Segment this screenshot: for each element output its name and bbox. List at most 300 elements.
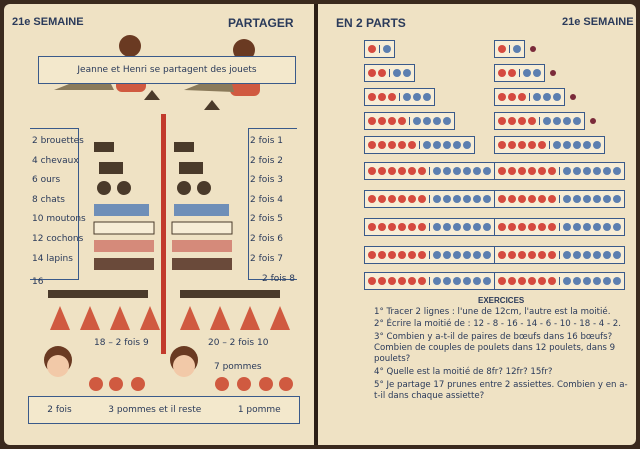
domino-box bbox=[494, 190, 625, 208]
domino-half bbox=[429, 223, 494, 231]
twenty-label: 20 – 2 fois 10 bbox=[208, 338, 269, 348]
dot bbox=[388, 251, 396, 259]
apples-count: 7 pommes bbox=[214, 362, 262, 372]
dot bbox=[383, 45, 391, 53]
dot bbox=[528, 167, 536, 175]
domino-half bbox=[365, 93, 399, 101]
domino-half bbox=[429, 167, 494, 175]
domino-half bbox=[365, 223, 429, 231]
dot bbox=[483, 277, 491, 285]
extra-dot bbox=[590, 118, 596, 124]
row16-split: 2 fois 8 bbox=[262, 274, 296, 284]
domino-box bbox=[364, 272, 495, 290]
row16-label: 16 bbox=[32, 277, 44, 287]
domino-half bbox=[495, 45, 509, 53]
domino-right bbox=[494, 136, 605, 154]
dot bbox=[378, 141, 386, 149]
dot bbox=[518, 251, 526, 259]
dot bbox=[603, 223, 611, 231]
dot bbox=[473, 223, 481, 231]
dot bbox=[518, 223, 526, 231]
extra-dot bbox=[530, 46, 536, 52]
dot bbox=[573, 167, 581, 175]
dot bbox=[473, 277, 481, 285]
item: 4 chevaux bbox=[32, 155, 79, 166]
domino-half bbox=[429, 277, 494, 285]
domino-half bbox=[559, 251, 624, 259]
dot bbox=[463, 167, 471, 175]
split: 2 fois 1 bbox=[250, 136, 284, 146]
dot bbox=[508, 251, 516, 259]
domino-left bbox=[364, 190, 495, 208]
domino-right bbox=[494, 218, 625, 236]
dot bbox=[398, 117, 406, 125]
domino-half bbox=[365, 141, 419, 149]
dot bbox=[613, 195, 621, 203]
dot bbox=[408, 251, 416, 259]
dot bbox=[553, 117, 561, 125]
page-title-left: PARTAGER bbox=[228, 16, 294, 30]
dot bbox=[548, 167, 556, 175]
dot bbox=[498, 117, 506, 125]
exercise-4: 4° Quelle est la moitié de 8fr? 12fr? 15fr? bbox=[374, 367, 553, 377]
domino-half bbox=[365, 117, 409, 125]
dot bbox=[543, 93, 551, 101]
dot bbox=[528, 251, 536, 259]
dot bbox=[483, 195, 491, 203]
domino-half bbox=[495, 167, 559, 175]
dot bbox=[378, 223, 386, 231]
dot bbox=[453, 195, 461, 203]
dot bbox=[593, 141, 601, 149]
dot bbox=[388, 223, 396, 231]
dot bbox=[518, 141, 526, 149]
dot bbox=[423, 93, 431, 101]
dot bbox=[528, 277, 536, 285]
bottom-part: 3 pommes et il reste bbox=[108, 405, 202, 415]
dot bbox=[573, 223, 581, 231]
dot bbox=[473, 195, 481, 203]
dot bbox=[443, 251, 451, 259]
dot bbox=[388, 141, 396, 149]
dot bbox=[368, 117, 376, 125]
dot bbox=[573, 117, 581, 125]
split: 2 fois 4 bbox=[250, 194, 284, 205]
dot bbox=[443, 223, 451, 231]
dot bbox=[368, 69, 376, 77]
dot bbox=[593, 277, 601, 285]
extra-dot bbox=[570, 94, 576, 100]
domino-right bbox=[494, 112, 596, 130]
dot bbox=[583, 195, 591, 203]
domino-half bbox=[495, 251, 559, 259]
dot bbox=[508, 277, 516, 285]
dot bbox=[563, 223, 571, 231]
dot bbox=[518, 117, 526, 125]
dot bbox=[453, 277, 461, 285]
dot bbox=[583, 167, 591, 175]
dot bbox=[573, 141, 581, 149]
dot bbox=[368, 141, 376, 149]
dot bbox=[403, 93, 411, 101]
domino-left bbox=[364, 64, 415, 82]
item: 6 ours bbox=[32, 175, 61, 186]
dot bbox=[433, 195, 441, 203]
dot bbox=[498, 277, 506, 285]
dot bbox=[408, 141, 416, 149]
dot bbox=[583, 251, 591, 259]
dot bbox=[548, 251, 556, 259]
dot bbox=[408, 223, 416, 231]
domino-box bbox=[494, 246, 625, 264]
domino-half bbox=[519, 69, 544, 77]
domino-half bbox=[495, 277, 559, 285]
domino-right bbox=[494, 88, 576, 106]
dot bbox=[388, 93, 396, 101]
dot bbox=[573, 195, 581, 203]
dot bbox=[563, 167, 571, 175]
dot bbox=[418, 195, 426, 203]
dot bbox=[528, 195, 536, 203]
domino-left bbox=[364, 218, 495, 236]
domino-half bbox=[379, 45, 394, 53]
domino-right bbox=[494, 162, 625, 180]
dot bbox=[498, 141, 506, 149]
dot bbox=[518, 167, 526, 175]
week-label-left: 21e SEMAINE bbox=[12, 16, 84, 28]
dot bbox=[378, 251, 386, 259]
dot bbox=[508, 117, 516, 125]
dot bbox=[498, 45, 506, 53]
dot bbox=[433, 167, 441, 175]
split: 2 fois 7 bbox=[250, 253, 284, 264]
dot bbox=[453, 251, 461, 259]
dot bbox=[603, 167, 611, 175]
domino-box bbox=[364, 88, 435, 106]
dot bbox=[418, 277, 426, 285]
dot bbox=[508, 223, 516, 231]
item: 12 cochons bbox=[32, 233, 84, 244]
bottom-part: 1 pomme bbox=[237, 405, 281, 415]
domino-right bbox=[494, 64, 556, 82]
dot bbox=[473, 167, 481, 175]
dot bbox=[408, 195, 416, 203]
dot bbox=[368, 93, 376, 101]
domino-half bbox=[365, 277, 429, 285]
dot bbox=[398, 277, 406, 285]
dot bbox=[463, 195, 471, 203]
dot bbox=[573, 251, 581, 259]
items-list bbox=[32, 132, 86, 269]
dot bbox=[603, 251, 611, 259]
dot bbox=[403, 69, 411, 77]
dot bbox=[533, 93, 541, 101]
dot bbox=[423, 141, 431, 149]
bottom-part: 2 fois bbox=[47, 405, 72, 415]
dot bbox=[498, 167, 506, 175]
dot bbox=[613, 277, 621, 285]
dot bbox=[583, 277, 591, 285]
dot bbox=[508, 141, 516, 149]
domino-half bbox=[419, 141, 474, 149]
dot bbox=[593, 195, 601, 203]
domino-left bbox=[364, 40, 395, 58]
dot bbox=[378, 167, 386, 175]
dot bbox=[538, 277, 546, 285]
dot bbox=[473, 251, 481, 259]
dot bbox=[583, 223, 591, 231]
dot bbox=[453, 167, 461, 175]
dot bbox=[508, 167, 516, 175]
dot bbox=[513, 45, 521, 53]
week-label-right: 21e SEMAINE bbox=[562, 16, 634, 28]
domino-right bbox=[494, 246, 625, 264]
dot bbox=[433, 251, 441, 259]
domino-half bbox=[495, 93, 529, 101]
dot bbox=[483, 251, 491, 259]
dot bbox=[603, 195, 611, 203]
apples-sentence bbox=[28, 396, 300, 424]
dot bbox=[368, 195, 376, 203]
domino-box bbox=[494, 136, 605, 154]
dot bbox=[563, 251, 571, 259]
dot bbox=[593, 223, 601, 231]
item: 14 lapins bbox=[32, 253, 73, 264]
dot bbox=[443, 167, 451, 175]
right-page bbox=[318, 4, 636, 445]
faces-and-apples-illustration bbox=[34, 342, 298, 394]
dot bbox=[528, 223, 536, 231]
dot bbox=[498, 195, 506, 203]
dot bbox=[498, 223, 506, 231]
dot bbox=[463, 251, 471, 259]
domino-right bbox=[494, 190, 625, 208]
exercise-1: 1° Tracer 2 lignes : l'une de 12cm, l'autre est la moitié. bbox=[374, 307, 611, 317]
domino-half bbox=[559, 223, 624, 231]
split: 2 fois 2 bbox=[250, 155, 284, 166]
domino-half bbox=[559, 195, 624, 203]
dot bbox=[368, 251, 376, 259]
dot bbox=[483, 167, 491, 175]
dot bbox=[433, 277, 441, 285]
left-page bbox=[4, 4, 314, 445]
domino-left bbox=[364, 246, 495, 264]
split: 2 fois 6 bbox=[250, 233, 284, 244]
dot bbox=[538, 167, 546, 175]
domino-half bbox=[365, 45, 379, 53]
exercises-title: EXERCICES bbox=[478, 296, 525, 305]
dot bbox=[523, 69, 531, 77]
dot bbox=[508, 195, 516, 203]
domino-half bbox=[365, 195, 429, 203]
exercise-3: 3° Combien y a-t-il de paires de bœufs dans 16 bœufs? Combien de couples de poulets dans 12 poulets, dans 9 poulets? bbox=[374, 332, 616, 364]
domino-box bbox=[364, 190, 495, 208]
dot bbox=[443, 195, 451, 203]
dot bbox=[418, 167, 426, 175]
domino-half bbox=[495, 195, 559, 203]
domino-half bbox=[365, 251, 429, 259]
domino-box bbox=[494, 162, 625, 180]
dot bbox=[563, 277, 571, 285]
domino-half bbox=[495, 223, 559, 231]
dot bbox=[408, 277, 416, 285]
domino-left bbox=[364, 136, 475, 154]
dot bbox=[528, 141, 536, 149]
dot bbox=[563, 117, 571, 125]
domino-box bbox=[494, 112, 585, 130]
domino-half bbox=[429, 195, 494, 203]
dot bbox=[433, 117, 441, 125]
domino-half bbox=[389, 69, 414, 77]
domino-box bbox=[494, 88, 565, 106]
dot bbox=[553, 141, 561, 149]
dot bbox=[398, 167, 406, 175]
dot bbox=[418, 223, 426, 231]
domino-half bbox=[409, 117, 454, 125]
exercise-2: 2° Écrire la moitié de : 12 - 8 - 16 - 14 - 6 - 10 - 18 - 4 - 2. bbox=[374, 319, 622, 329]
dot bbox=[533, 69, 541, 77]
splits-list bbox=[250, 132, 283, 269]
domino-box bbox=[364, 162, 495, 180]
dot bbox=[563, 141, 571, 149]
page-title-right: EN 2 PARTS bbox=[336, 16, 406, 30]
dot bbox=[418, 251, 426, 259]
item: 2 brouettes bbox=[32, 136, 84, 146]
domino-half bbox=[559, 167, 624, 175]
dot bbox=[388, 277, 396, 285]
dot bbox=[553, 93, 561, 101]
dot bbox=[443, 277, 451, 285]
dot bbox=[538, 141, 546, 149]
dot bbox=[398, 251, 406, 259]
dot bbox=[463, 277, 471, 285]
dot bbox=[518, 277, 526, 285]
dot bbox=[388, 167, 396, 175]
split: 2 fois 5 bbox=[250, 214, 284, 225]
dot bbox=[573, 277, 581, 285]
domino-left bbox=[364, 272, 495, 290]
dot bbox=[398, 141, 406, 149]
dot bbox=[398, 195, 406, 203]
dot bbox=[378, 69, 386, 77]
dot bbox=[378, 277, 386, 285]
domino-half bbox=[365, 167, 429, 175]
dot bbox=[603, 277, 611, 285]
dot bbox=[378, 117, 386, 125]
domino-half bbox=[495, 141, 549, 149]
domino-box bbox=[364, 40, 395, 58]
dot bbox=[413, 93, 421, 101]
dot bbox=[498, 251, 506, 259]
extra-dot bbox=[550, 70, 556, 76]
dot bbox=[563, 195, 571, 203]
dot bbox=[538, 195, 546, 203]
dot bbox=[443, 141, 451, 149]
dot bbox=[398, 223, 406, 231]
dot bbox=[453, 223, 461, 231]
domino-box bbox=[364, 246, 495, 264]
divider-bar bbox=[161, 114, 166, 354]
dot bbox=[388, 117, 396, 125]
dot bbox=[408, 167, 416, 175]
item: 8 chats bbox=[32, 194, 65, 205]
domino-half bbox=[429, 251, 494, 259]
domino-box bbox=[494, 218, 625, 236]
dot bbox=[498, 69, 506, 77]
dot bbox=[433, 223, 441, 231]
dot bbox=[543, 117, 551, 125]
caption-box: Jeanne et Henri se partagent des jouets bbox=[38, 56, 296, 84]
dot bbox=[413, 117, 421, 125]
domino-left bbox=[364, 112, 455, 130]
dot bbox=[378, 195, 386, 203]
dot bbox=[518, 195, 526, 203]
domino-box bbox=[494, 40, 525, 58]
domino-half bbox=[539, 117, 584, 125]
dot bbox=[528, 117, 536, 125]
dot bbox=[508, 93, 516, 101]
domino-box bbox=[494, 64, 545, 82]
dot bbox=[508, 69, 516, 77]
dot bbox=[393, 69, 401, 77]
dot bbox=[613, 223, 621, 231]
domino-half bbox=[495, 69, 519, 77]
domino-box bbox=[494, 272, 625, 290]
dot bbox=[423, 117, 431, 125]
dot bbox=[538, 251, 546, 259]
domino-box bbox=[364, 136, 475, 154]
domino-half bbox=[365, 69, 389, 77]
domino-left bbox=[364, 88, 435, 106]
dot bbox=[433, 141, 441, 149]
domino-box bbox=[364, 218, 495, 236]
eighteen-label: 18 – 2 fois 9 bbox=[94, 338, 149, 348]
domino-half bbox=[509, 45, 524, 53]
dot bbox=[388, 195, 396, 203]
split: 2 fois 3 bbox=[250, 175, 284, 186]
dot bbox=[368, 277, 376, 285]
dot bbox=[378, 93, 386, 101]
domino-left bbox=[364, 162, 495, 180]
domino-half bbox=[549, 141, 604, 149]
domino-box bbox=[364, 64, 415, 82]
dot bbox=[613, 167, 621, 175]
domino-half bbox=[495, 117, 539, 125]
dot bbox=[548, 277, 556, 285]
dot bbox=[518, 93, 526, 101]
exercise-5: 5° Je partage 17 prunes entre 2 assiettes. Combien y en a-t-il dans chaque assiette? bbox=[374, 380, 628, 401]
dot bbox=[498, 93, 506, 101]
dot bbox=[593, 167, 601, 175]
item: 10 moutons bbox=[32, 214, 86, 225]
domino-half bbox=[399, 93, 434, 101]
domino-right bbox=[494, 40, 536, 58]
dot bbox=[583, 141, 591, 149]
dot bbox=[538, 223, 546, 231]
dot bbox=[453, 141, 461, 149]
domino-right bbox=[494, 272, 625, 290]
dot bbox=[548, 195, 556, 203]
dot bbox=[463, 141, 471, 149]
dot bbox=[483, 223, 491, 231]
dot bbox=[593, 251, 601, 259]
dot bbox=[613, 251, 621, 259]
dot bbox=[368, 167, 376, 175]
dot bbox=[463, 223, 471, 231]
dot bbox=[368, 45, 376, 53]
domino-box bbox=[364, 112, 455, 130]
domino-half bbox=[559, 277, 624, 285]
